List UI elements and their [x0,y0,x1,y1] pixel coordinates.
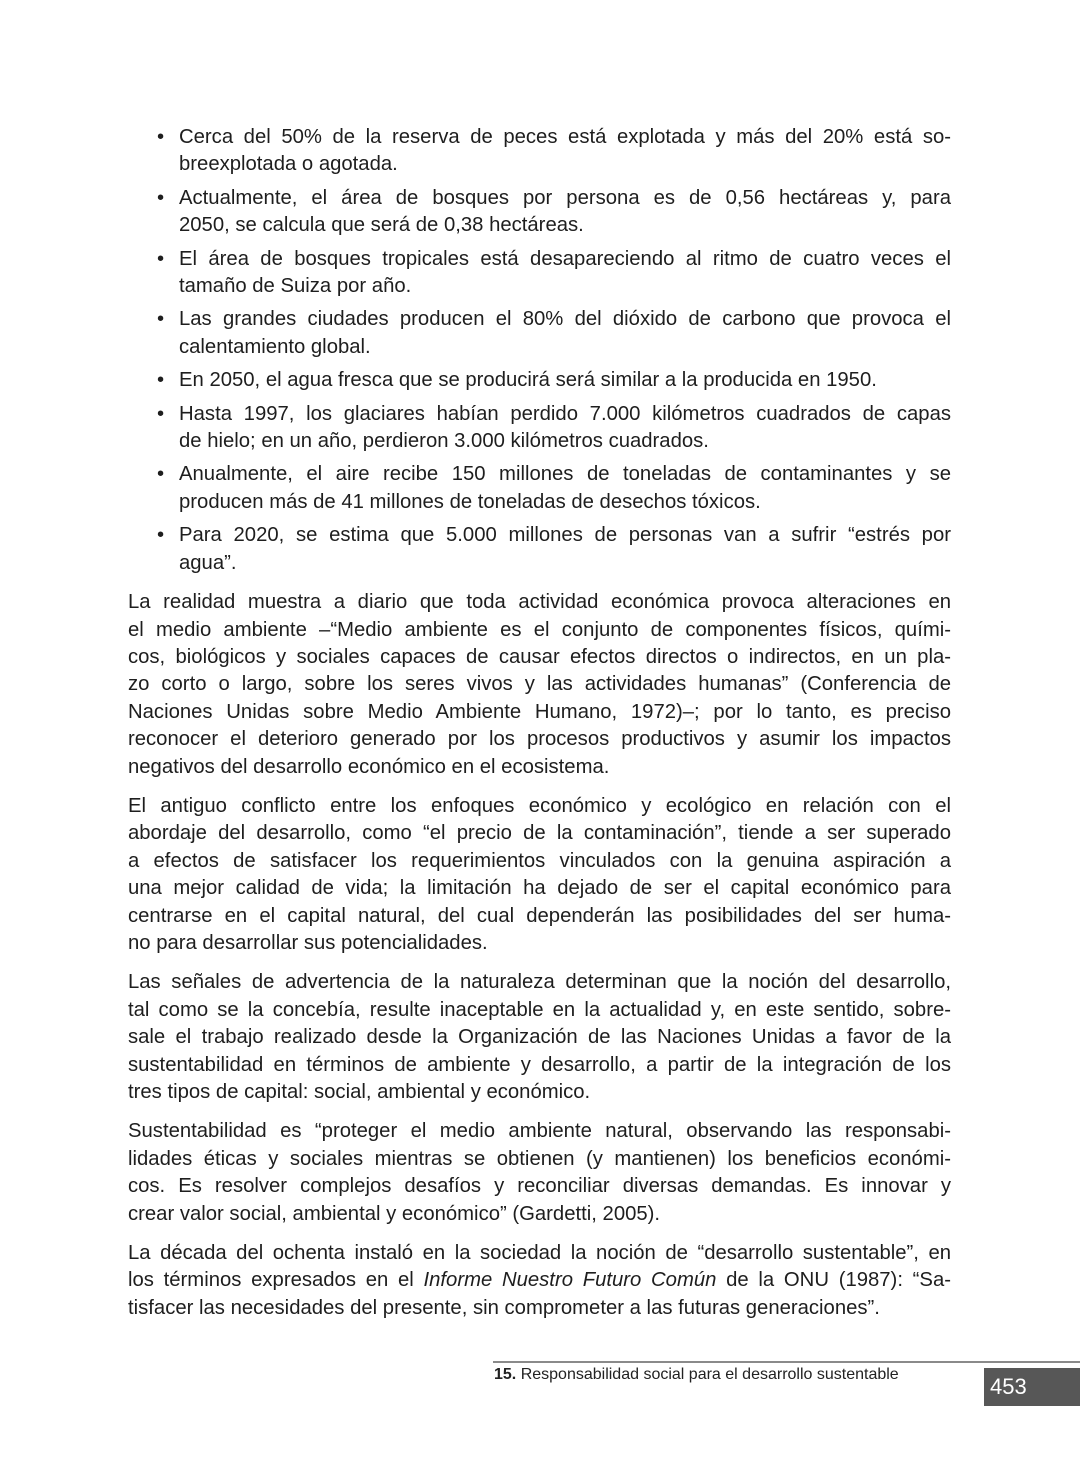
footer-divider [493,1361,1080,1363]
bullet-icon: • [157,369,165,392]
text-line: En 2050, el agua fresca que se producirá será similar a la producida en 1950. [179,369,877,392]
page-number: 453 [990,1374,1027,1399]
page-number-box [984,1368,1080,1406]
paragraphs [128,589,951,1322]
list-item [128,124,951,179]
italic-title: Informe Nuestro Futuro Común [423,1269,717,1292]
bullet-icon: • [157,463,165,486]
text-line: Actualmente, el área de bosques por persona es de 0,56 hectáreas y, para [179,186,951,209]
list-item [128,246,951,301]
text-line: abordaje del desarrollo, como “el precio de la contaminación”, tiende a ser superado [128,822,951,845]
bullet-icon: • [157,308,165,331]
chapter-number: 15. [494,1366,517,1383]
list-item [128,401,951,456]
text-line: tal como se la concebía, resulte inaceptable en la actualidad y, en este sentido, sobre- [128,998,951,1021]
text-line: Las señales de advertencia de la naturaleza determinan que la noción del desarrollo, [128,971,951,994]
text-line: tisfacer las necesidades del presente, sin comprometer a las futuras generaciones”. [128,1296,880,1319]
text-line: Naciones Unidas sobre Medio Ambiente Humano, 1972)–; por lo tanto, es preciso [128,700,951,723]
text-line: producen más de 41 millones de toneladas de desechos tóxicos. [179,490,761,513]
bullet-icon: • [157,524,165,547]
text-line [128,1267,951,1294]
text-line: La década del ochenta instaló en la sociedad la noción de “desarrollo sustentable”, en [128,1242,951,1265]
text-line: tres tipos de capital: social, ambiental y económico. [128,1081,591,1103]
text-line: El área de bosques tropicales está desapareciendo al ritmo de cuatro veces el [179,247,951,270]
list-item [128,461,951,516]
paragraph [128,793,951,957]
bullet-icon: • [157,126,165,148]
text-line: el medio ambiente –“Medio ambiente es el conjunto de componentes físicos, quími- [128,618,951,641]
text-line: 2050, se calcula que será de 0,38 hectáreas. [179,214,584,237]
text-line: El antiguo conflicto entre los enfoques económico y ecológico en relación con el [128,794,951,817]
page-body [128,124,951,1334]
text-segment: los términos expresados en el [128,1269,424,1292]
running-footer [494,1366,899,1384]
text-line: lidades éticas y sociales mientras se obtienen (y mantienen) los beneficios económi- [128,1147,951,1170]
text-line: a efectos de satisfacer los requerimientos vinculados con la genuina aspiración a [128,849,951,872]
text-line: zo corto o largo, sobre los seres vivos y las actividades humanas” (Conferencia de [128,673,951,696]
paragraph [128,589,951,781]
list-item [128,522,951,577]
bullet-icon: • [157,402,165,425]
paragraph [128,1240,951,1322]
text-line: sustentabilidad en términos de ambiente y desarrollo, a partir de la integración de los [128,1053,951,1076]
text-line: Cerca del 50% de la reserva de peces está explotada y más del 20% está so- [179,126,951,148]
text-line: no para desarrollar sus potencialidades. [128,931,488,954]
text-line: reconocer el deterioro generado por los procesos productivos y asumir los impactos [128,728,951,751]
text-line: breexplotada o agotada. [179,153,398,176]
bullet-icon: • [157,247,165,270]
text-line: calentamiento global. [179,335,371,358]
text-line: cos. Es resolver complejos desafíos y reconciliar diversas demandas. Es innovar y [128,1175,951,1198]
text-line: una mejor calidad de vida; la limitación ha dejado de ser el capital económico para [128,877,951,900]
text-line: tamaño de Suiza por año. [179,275,412,298]
fact-list [128,124,951,577]
text-line: Para 2020, se estima que 5.000 millones de personas van a sufrir “estrés por [179,524,951,547]
text-line: cos, biológicos y sociales capaces de causar efectos directos o indirectos, en un pla- [128,645,951,668]
text-line: de hielo; en un año, perdieron 3.000 kilómetros cuadrados. [179,430,709,453]
text-line: negativos del desarrollo económico en el ecosistema. [128,755,610,778]
paragraph [128,1118,951,1228]
list-item [128,306,951,361]
paragraph [128,969,951,1106]
text-line: Anualmente, el aire recibe 150 millones de toneladas de contaminantes y se [179,463,951,486]
text-line: Sustentabilidad es “proteger el medio ambiente natural, observando las responsabi- [128,1120,951,1143]
chapter-title: Responsabilidad social para el desarrollo sustentable [516,1366,899,1383]
text-line: centrarse en el capital natural, del cual dependerán las posibilidades del ser huma- [128,904,951,927]
list-item [128,185,951,240]
text-line: crear valor social, ambiental y económico” (Gardetti, 2005). [128,1202,661,1225]
list-item [128,367,951,394]
text-line: agua”. [179,551,237,574]
text-line: sale el trabajo realizado desde la Organización de las Naciones Unidas a favor de la [128,1026,951,1049]
text-line: Las grandes ciudades producen el 80% del dióxido de carbono que provoca el [179,308,951,331]
text-line: La realidad muestra a diario que toda actividad económica provoca alteraciones en [128,591,951,614]
text-segment: de la ONU (1987): “Sa- [716,1269,951,1292]
text-line: Hasta 1997, los glaciares habían perdido 7.000 kilómetros cuadrados de capas [179,402,951,425]
bullet-icon: • [157,186,165,209]
